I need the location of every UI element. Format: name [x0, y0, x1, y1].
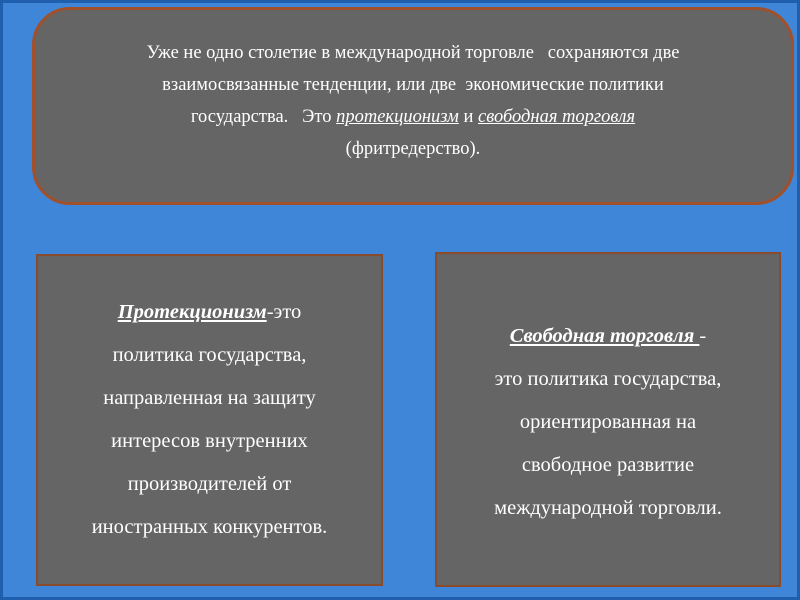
free-trade-line-2: ориентированная на [519, 411, 697, 433]
protectionism-heading [38, 291, 381, 334]
protectionism-title-suffix: -это [266, 301, 302, 323]
protectionism-card [36, 254, 383, 586]
free-trade-title-suffix: - [699, 325, 707, 347]
protectionism-line-2: направленная на защиту [103, 387, 316, 409]
free-trade-title: Свободная торговля [509, 325, 700, 347]
protectionism-line-1: политика государства, [112, 344, 307, 366]
intro-line-2: взаимосвязанные тенденции, или две экономические политики [162, 75, 664, 95]
free-trade-line-1: это политика государства, [494, 368, 722, 390]
free-trade-line-3: свободное развитие [521, 454, 695, 476]
intro-line-1: Уже не одно столетие в международной торговле сохраняются две [146, 43, 680, 63]
protectionism-line-3: интересов внутренних [111, 430, 308, 452]
intro-box [32, 7, 794, 205]
intro-line-3-start: государства. Это [190, 107, 337, 127]
protectionism-line-4: производителей от [127, 473, 292, 495]
intro-line-3 [35, 101, 791, 133]
protectionism-line-5: иностранных конкурентов. [91, 516, 328, 538]
free-trade-line-4: международной торговли. [494, 497, 722, 519]
free-trade-card [435, 252, 781, 587]
intro-line-4: (фритредерство). [345, 139, 481, 159]
free-trade-heading [437, 315, 779, 358]
protectionism-title: Протекционизм [117, 301, 267, 323]
term-free-trade: свободная торговля [477, 107, 636, 127]
term-protectionism: протекционизм [336, 107, 459, 127]
intro-line-3-and: и [458, 107, 478, 127]
